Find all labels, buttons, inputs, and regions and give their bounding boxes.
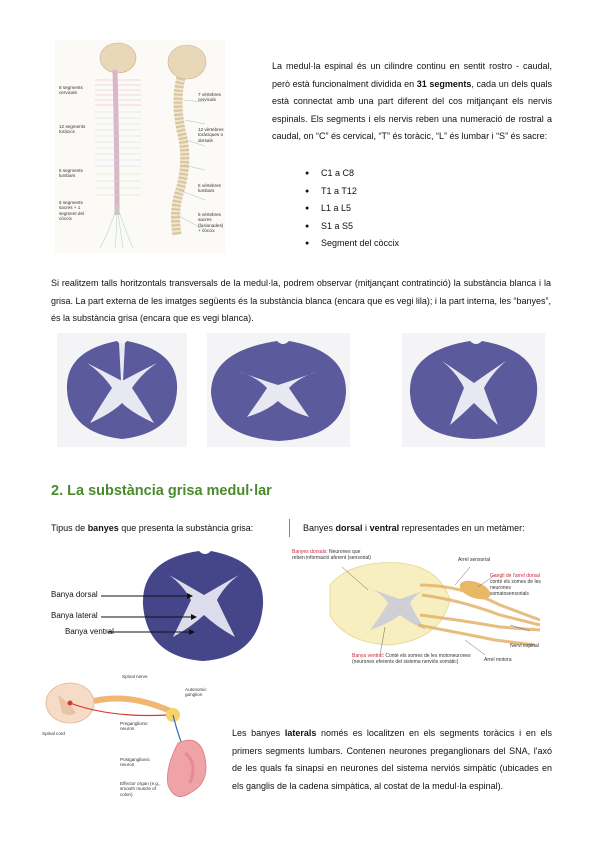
caption-metamer bbox=[303, 522, 525, 534]
label-sacral-vertebrae: 5 vèrtebres sacres (fusionades) + còccix bbox=[198, 212, 224, 234]
metamer-figure bbox=[290, 545, 550, 670]
intro-text-start: La medul·la espinal és un cilindre continu en sentit rostro - caudal, però està funcionalment dividida en bbox=[272, 61, 552, 89]
cross-section-image-3 bbox=[402, 333, 545, 447]
label-spinal-cord-en: Spinal cord bbox=[42, 731, 65, 736]
label-ventral-horn-desc bbox=[352, 653, 482, 665]
label-preganglionic: Preganglionic neuron bbox=[120, 721, 148, 732]
caption-right-post: representades en un metàmer: bbox=[399, 523, 525, 533]
spinal-cord-segments-figure bbox=[55, 40, 225, 253]
para3-bold: laterals bbox=[284, 728, 317, 738]
label-dorsal-horns bbox=[292, 549, 372, 561]
caption-right-mid: i bbox=[362, 523, 370, 533]
label-lumbar-vertebrae: 5 vèrtebres lumbars bbox=[198, 183, 221, 194]
ventral-horn-desc: : Conté els somes de les motoneurones (neurones eferents del sistema nerviós somàtic) bbox=[352, 653, 471, 665]
list-item: ● C1 a C8 bbox=[305, 165, 399, 183]
label-spinal-nerve-en: Spinal nerve bbox=[122, 674, 148, 679]
label-lumbar-segments: 5 segments lumbars bbox=[59, 168, 83, 179]
intro-paragraph bbox=[272, 58, 552, 146]
ganglion-title: Gangli de l'arrel dorsal bbox=[490, 573, 540, 579]
list-item: ● S1 a S5 bbox=[305, 218, 399, 236]
list-item: ● Segment del còccix bbox=[305, 235, 399, 253]
label-thoracic-vertebrae: 12 vèrtebres toràciques o dorsals bbox=[198, 127, 224, 143]
caption-left-post: que presenta la substància grisa: bbox=[118, 523, 254, 533]
caption-horn-types bbox=[51, 522, 253, 534]
para3-pre: Les banyes bbox=[232, 728, 285, 738]
list-item: ● T1 a T12 bbox=[305, 183, 399, 201]
section-heading: 2. La substància grisa medul·lar bbox=[51, 483, 272, 499]
label-postganglionic: Postganglionic neuron bbox=[120, 757, 150, 768]
para3-post: només es localitzen en els segments toràcics i en els primers segments lumbars. Contenen neurones preganglionars del SNA, l'axó de les quals fa sinapsi en neurones del sistema nerviós simpàtic (ubicades en els ganglis de la cadena simpàtica, al costat de la medul·la espinal). bbox=[232, 728, 552, 791]
label-effector-organ: Effector organ (e.g., smooth muscle of colon) bbox=[120, 781, 161, 797]
caption-right-pre: Banyes bbox=[303, 523, 336, 533]
label-thoracic-segments: 12 segments toràcics bbox=[59, 124, 86, 135]
ganglion-desc: conté els somes de les neurones somatosensorials bbox=[490, 579, 541, 597]
label-sacral-segments: 5 segments sacres + 1 segment del còccix bbox=[59, 200, 85, 222]
dorsal-horns-desc: : Neurones que reben informació aferent (sensorial) bbox=[292, 549, 371, 561]
label-motor-root: Arrel motora bbox=[484, 657, 512, 663]
list-item: ● L1 a L5 bbox=[305, 200, 399, 218]
label-dorsal-horn: Banya dorsal bbox=[51, 590, 98, 599]
intro-text-end: , cada un dels quals està connectat amb una part diferent del cos mitjançant els nervis espinals. Els segments i els nervis reben una numeració de rostral a caudal, on “C” és cervical, “T” és toràcic, “L” és lumbar i “S” és sacre: bbox=[272, 78, 553, 142]
caption-left-bold: banyes bbox=[87, 523, 119, 533]
label-autonomic-ganglion: Autonomic ganglion bbox=[185, 687, 207, 698]
ventral-horn-title: Banya ventral bbox=[352, 653, 383, 659]
horn-cross-section-figure bbox=[51, 545, 273, 665]
lateral-horns-paragraph bbox=[232, 725, 552, 795]
segment-list bbox=[305, 165, 399, 253]
intro-bold-segments: 31 segments bbox=[416, 78, 472, 89]
label-dorsal-root-ganglion bbox=[490, 573, 550, 597]
label-cervical-segments: 8 segments cervicals bbox=[59, 85, 83, 96]
dorsal-horns-title: Banyes dorsals bbox=[292, 549, 327, 555]
label-ventral-horn: Banya ventral bbox=[65, 627, 114, 636]
label-cervical-vertebrae: 7 vèrtebres cervicals bbox=[198, 92, 221, 103]
label-lateral-horn: Banya lateral bbox=[51, 611, 98, 620]
cross-section-paragraph: Si realitzem talls horitzontals transversals de la medul·la, podrem observar (mitjançant contratinció) la substància blanca i la grisa. La part externa de les imatges següents és la substància blanca (encara que es vegi lila); i la part interna, les “banyes”, és la substància grisa (encara que es vegi blanca). bbox=[51, 278, 551, 324]
label-spinal-nerve: Nervi espinal bbox=[510, 643, 539, 649]
caption-right-bold-dorsal: dorsal bbox=[335, 523, 363, 533]
caption-divider bbox=[289, 519, 290, 537]
autonomic-pathway-figure bbox=[40, 673, 220, 811]
label-sensory-root: Arrel sensorial bbox=[458, 557, 490, 563]
caption-right-bold-ventral: ventral bbox=[369, 523, 400, 533]
cross-section-image-2 bbox=[207, 333, 350, 447]
caption-left-pre: Tipus de bbox=[51, 523, 88, 533]
cross-section-image-1 bbox=[57, 333, 187, 447]
